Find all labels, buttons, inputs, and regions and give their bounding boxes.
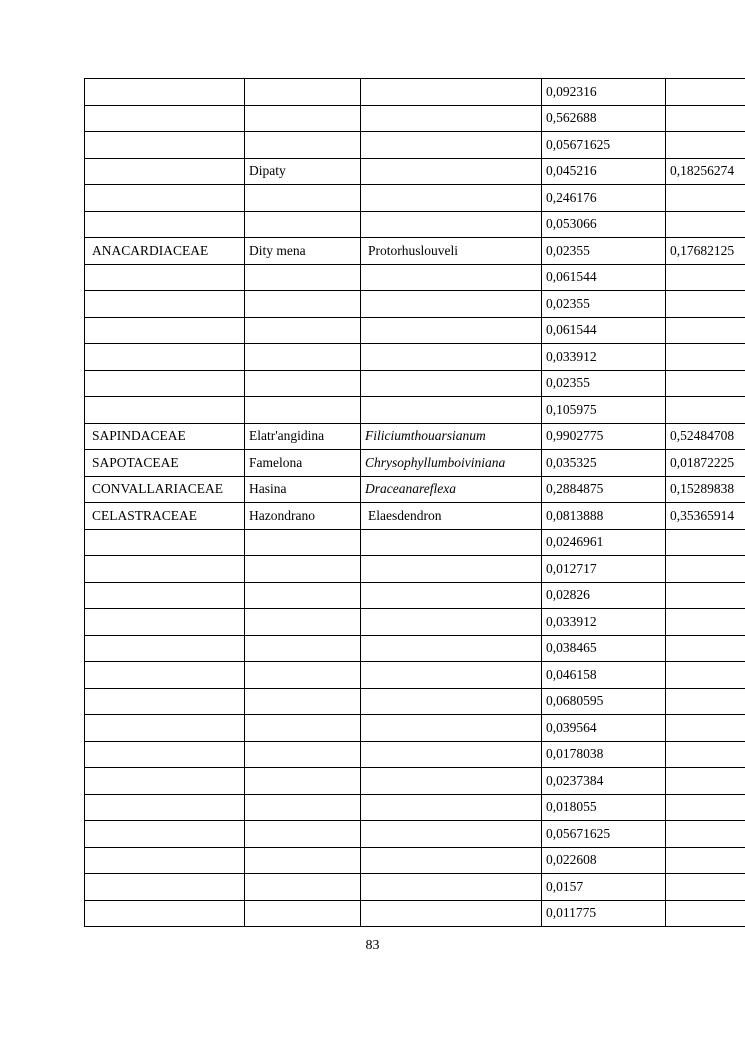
family-cell (85, 900, 245, 927)
local-name-cell (245, 582, 361, 609)
species-cell (361, 794, 542, 821)
table-row (85, 79, 745, 106)
local-name-cell (245, 847, 361, 874)
local-name-cell (245, 529, 361, 556)
table-row (85, 715, 745, 742)
table-row (85, 105, 745, 132)
total-cell (666, 556, 745, 583)
local-name-cell (245, 768, 361, 795)
species-cell (361, 874, 542, 901)
total-cell: 0,15289838 (666, 476, 745, 503)
species-cell (361, 211, 542, 238)
value-cell: 0,0178038 (542, 741, 666, 768)
total-cell (666, 874, 745, 901)
species-cell (361, 768, 542, 795)
value-cell: 0,0813888 (542, 503, 666, 530)
local-name-cell: Dipaty (245, 158, 361, 185)
table-row (85, 768, 745, 795)
value-cell: 0,053066 (542, 211, 666, 238)
local-name-cell (245, 741, 361, 768)
table-row (85, 185, 745, 212)
family-cell: SAPINDACEAE (85, 423, 245, 450)
species-cell (361, 105, 542, 132)
local-name-cell (245, 635, 361, 662)
family-cell (85, 132, 245, 159)
value-cell: 0,0246961 (542, 529, 666, 556)
family-cell: CONVALLARIACEAE (85, 476, 245, 503)
total-cell (666, 317, 745, 344)
value-cell: 0,092316 (542, 79, 666, 106)
family-cell (85, 794, 245, 821)
local-name-cell (245, 900, 361, 927)
local-name-cell (245, 264, 361, 291)
total-cell (666, 688, 745, 715)
local-name-cell (245, 794, 361, 821)
local-name-cell (245, 79, 361, 106)
species-cell (361, 582, 542, 609)
total-cell (666, 609, 745, 636)
total-cell (666, 741, 745, 768)
local-name-cell (245, 344, 361, 371)
total-cell (666, 794, 745, 821)
total-cell: 0,18256274 (666, 158, 745, 185)
value-cell: 0,246176 (542, 185, 666, 212)
total-cell (666, 397, 745, 424)
table-row (85, 556, 745, 583)
family-cell (85, 79, 245, 106)
table-row (85, 503, 745, 530)
family-cell (85, 582, 245, 609)
family-cell: SAPOTACEAE (85, 450, 245, 477)
value-cell: 0,033912 (542, 609, 666, 636)
table-row (85, 741, 745, 768)
total-cell: 0,17682125 (666, 238, 745, 265)
family-cell (85, 768, 245, 795)
total-cell (666, 105, 745, 132)
species-cell (361, 529, 542, 556)
species-cell (361, 715, 542, 742)
local-name-cell: Elatr'angidina (245, 423, 361, 450)
table-row (85, 635, 745, 662)
table-row (85, 900, 745, 927)
local-name-cell (245, 715, 361, 742)
value-cell: 0,033912 (542, 344, 666, 371)
table-row (85, 370, 745, 397)
table-body (85, 79, 745, 927)
value-cell: 0,9902775 (542, 423, 666, 450)
local-name-cell (245, 662, 361, 689)
species-cell (361, 847, 542, 874)
local-name-cell (245, 821, 361, 848)
value-cell: 0,02355 (542, 291, 666, 318)
table-row (85, 264, 745, 291)
family-cell (85, 317, 245, 344)
value-cell: 0,012717 (542, 556, 666, 583)
local-name-cell (245, 132, 361, 159)
value-cell: 0,105975 (542, 397, 666, 424)
value-cell: 0,061544 (542, 317, 666, 344)
species-cell: Elaesdendron (361, 503, 542, 530)
local-name-cell: Hasina (245, 476, 361, 503)
species-cell (361, 635, 542, 662)
table-row (85, 423, 745, 450)
total-cell (666, 211, 745, 238)
table-row (85, 211, 745, 238)
species-cell (361, 662, 542, 689)
family-cell (85, 847, 245, 874)
local-name-cell (245, 688, 361, 715)
total-cell (666, 900, 745, 927)
local-name-cell (245, 105, 361, 132)
value-cell: 0,0237384 (542, 768, 666, 795)
table-row (85, 794, 745, 821)
table-row (85, 529, 745, 556)
species-cell (361, 132, 542, 159)
local-name-cell (245, 370, 361, 397)
table-row (85, 688, 745, 715)
family-cell: ANACARDIACEAE (85, 238, 245, 265)
table-row (85, 317, 745, 344)
table-row (85, 158, 745, 185)
species-cell (361, 900, 542, 927)
total-cell (666, 264, 745, 291)
table-row (85, 662, 745, 689)
table-row (85, 609, 745, 636)
species-cell (361, 185, 542, 212)
local-name-cell (245, 397, 361, 424)
family-cell (85, 609, 245, 636)
family-cell (85, 344, 245, 371)
total-cell: 0,52484708 (666, 423, 745, 450)
family-cell (85, 185, 245, 212)
table-row (85, 291, 745, 318)
species-cell (361, 397, 542, 424)
local-name-cell (245, 317, 361, 344)
total-cell (666, 662, 745, 689)
local-name-cell (245, 556, 361, 583)
value-cell: 0,022608 (542, 847, 666, 874)
total-cell: 0,01872225 (666, 450, 745, 477)
local-name-cell: Hazondrano (245, 503, 361, 530)
value-cell: 0,0157 (542, 874, 666, 901)
value-cell: 0,2884875 (542, 476, 666, 503)
total-cell (666, 370, 745, 397)
species-cell (361, 264, 542, 291)
total-cell (666, 344, 745, 371)
table-row (85, 847, 745, 874)
total-cell (666, 768, 745, 795)
family-cell (85, 741, 245, 768)
table-row (85, 821, 745, 848)
value-cell: 0,05671625 (542, 132, 666, 159)
table-row (85, 344, 745, 371)
species-cell: Protorhuslouveli (361, 238, 542, 265)
family-cell (85, 211, 245, 238)
total-cell (666, 529, 745, 556)
total-cell (666, 821, 745, 848)
table-row (85, 397, 745, 424)
species-cell (361, 317, 542, 344)
value-cell: 0,045216 (542, 158, 666, 185)
family-cell (85, 556, 245, 583)
total-cell (666, 635, 745, 662)
local-name-cell (245, 291, 361, 318)
local-name-cell (245, 185, 361, 212)
local-name-cell: Dity mena (245, 238, 361, 265)
species-cell (361, 688, 542, 715)
family-cell (85, 291, 245, 318)
family-cell (85, 688, 245, 715)
family-cell (85, 635, 245, 662)
value-cell: 0,035325 (542, 450, 666, 477)
total-cell (666, 582, 745, 609)
value-cell: 0,0680595 (542, 688, 666, 715)
table-row (85, 476, 745, 503)
species-cell: Filiciumthouarsianum (361, 423, 542, 450)
value-cell: 0,039564 (542, 715, 666, 742)
family-cell: CELASTRACEAE (85, 503, 245, 530)
family-cell (85, 397, 245, 424)
value-cell: 0,061544 (542, 264, 666, 291)
value-cell: 0,05671625 (542, 821, 666, 848)
species-data-table (84, 78, 745, 927)
species-cell (361, 370, 542, 397)
value-cell: 0,562688 (542, 105, 666, 132)
family-cell (85, 105, 245, 132)
species-cell (361, 609, 542, 636)
table-row (85, 874, 745, 901)
total-cell: 0,35365914 (666, 503, 745, 530)
value-cell: 0,02826 (542, 582, 666, 609)
species-cell (361, 79, 542, 106)
total-cell (666, 291, 745, 318)
species-cell: Draceanareflexa (361, 476, 542, 503)
total-cell (666, 847, 745, 874)
value-cell: 0,018055 (542, 794, 666, 821)
family-cell (85, 715, 245, 742)
species-cell: Chrysophyllumboiviniana (361, 450, 542, 477)
species-cell (361, 291, 542, 318)
table-row (85, 582, 745, 609)
value-cell: 0,02355 (542, 370, 666, 397)
family-cell (85, 821, 245, 848)
family-cell (85, 370, 245, 397)
local-name-cell (245, 211, 361, 238)
species-cell (361, 741, 542, 768)
page-number: 83 (365, 938, 380, 953)
total-cell (666, 715, 745, 742)
family-cell (85, 874, 245, 901)
table-row (85, 450, 745, 477)
family-cell (85, 529, 245, 556)
value-cell: 0,046158 (542, 662, 666, 689)
value-cell: 0,02355 (542, 238, 666, 265)
family-cell (85, 158, 245, 185)
species-cell (361, 821, 542, 848)
total-cell (666, 185, 745, 212)
table-row (85, 132, 745, 159)
total-cell (666, 79, 745, 106)
local-name-cell (245, 874, 361, 901)
species-cell (361, 158, 542, 185)
family-cell (85, 264, 245, 291)
species-cell (361, 556, 542, 583)
value-cell: 0,038465 (542, 635, 666, 662)
total-cell (666, 132, 745, 159)
local-name-cell (245, 609, 361, 636)
species-cell (361, 344, 542, 371)
family-cell (85, 662, 245, 689)
table-row (85, 238, 745, 265)
local-name-cell: Famelona (245, 450, 361, 477)
value-cell: 0,011775 (542, 900, 666, 927)
